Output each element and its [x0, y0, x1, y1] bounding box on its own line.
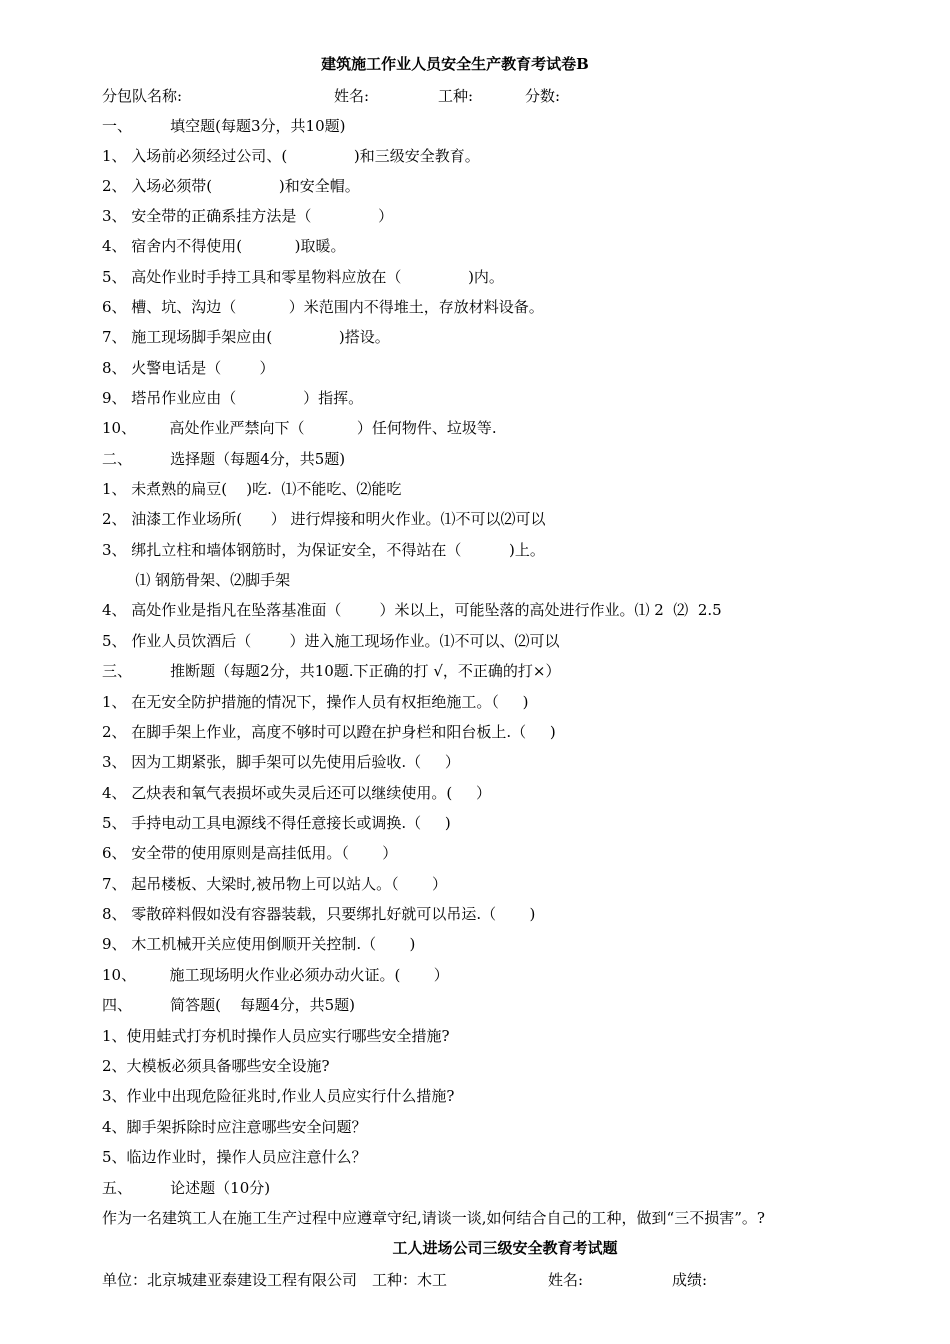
- exam2-unit: 单位：北京城建亚泰建设工程有限公司: [102, 1271, 358, 1289]
- section-heading-true-false: 三、 推断题（每题2分，共10题.下正确的打 √，不正确的打×）: [102, 662, 561, 680]
- question-item: 4、 高处作业是指凡在坠落基准面（ ）米以上，可能坠落的高处进行作业。⑴ 2 ⑵ 2.5: [102, 601, 722, 619]
- section-heading-short-answer: 四、 简答题( 每题4分，共5题): [102, 996, 356, 1014]
- exam2-title: 工人进场公司三级安全教育考试题: [392, 1239, 618, 1257]
- question-item: 3、 安全带的正确系挂方法是（ ）: [102, 207, 394, 225]
- question-item: 10、 施工现场明火作业必须办动火证。( ）: [102, 966, 449, 984]
- question-item: 9、 塔吊作业应由（ ）指挥。: [102, 389, 364, 407]
- exam2-trade: 工种：木工: [372, 1271, 448, 1289]
- question-item: 2、大模板必须具备哪些安全设施?: [102, 1057, 330, 1075]
- question-item: 4、 宿舍内不得使用( )取暖。: [102, 237, 346, 255]
- essay-question: 作为一名建筑工人在施工生产过程中应遵章守纪,请谈一谈,如何结合自己的工种，做到“三不损害”。?: [102, 1209, 765, 1227]
- section-heading-essay: 五、 论述题（10分): [102, 1179, 271, 1197]
- question-item: 5、 高处作业时手持工具和零星物料应放在（ )内。: [102, 268, 504, 286]
- trade-label: 工种:: [438, 87, 474, 105]
- question-item: 5、 作业人员饮酒后（ ）进入施工现场作业。⑴不可以、⑵可以: [102, 632, 560, 650]
- question-item: 8、 零散碎料假如没有容器装载，只要绑扎好就可以吊运.（ ): [102, 905, 536, 923]
- score-label: 分数:: [525, 87, 561, 105]
- question-item: 1、 入场前必须经过公司、( )和三级安全教育。: [102, 147, 480, 165]
- question-item: 2、 油漆工作业场所( ） 进行焊接和明火作业。⑴不可以⑵可以: [102, 510, 546, 528]
- exam-title: 建筑施工作业人员安全生产教育考试卷B: [321, 55, 589, 73]
- exam2-score-label: 成绩:: [672, 1271, 708, 1289]
- question-item: 6、 槽、坑、沟边（ ）米范围内不得堆土，存放材料设备。: [102, 298, 544, 316]
- question-item: 6、 安全带的使用原则是高挂低用。（ ）: [102, 844, 398, 862]
- question-item: 3、 因为工期紧张，脚手架可以先使用后验收.（ ）: [102, 753, 460, 771]
- question-item: 1、 在无安全防护措施的情况下，操作人员有权拒绝施工。（ ): [102, 693, 529, 711]
- section-heading-fill-in: 一、 填空题(每题3分，共10题): [102, 117, 346, 135]
- question-item: 7、 起吊楼板、大梁时,被吊物上可以站人。（ ）: [102, 875, 447, 893]
- question-item: 2、 入场必须带( )和安全帽。: [102, 177, 360, 195]
- question-item: 5、临边作业时，操作人员应注意什么？: [102, 1148, 367, 1166]
- question-item: 9、 木工机械开关应使用倒顺开关控制.（ ): [102, 935, 416, 953]
- question-item: 4、脚手架拆除时应注意哪些安全问题？: [102, 1118, 367, 1136]
- question-item: 8、 火警电话是（ ）: [102, 359, 275, 377]
- question-item: 2、 在脚手架上作业，高度不够时可以蹬在护身栏和阳台板上.（ ): [102, 723, 556, 741]
- question-item: 10、 高处作业严禁向下（ ）任何物件、垃圾等.: [102, 419, 497, 437]
- question-options: ⑴ 钢筋骨架、⑵脚手架: [102, 571, 291, 589]
- exam2-name-label: 姓名:: [548, 1271, 584, 1289]
- question-item: 7、 施工现场脚手架应由( )搭设。: [102, 328, 390, 346]
- question-item: 5、 手持电动工具电源线不得任意接长或调换.（ ): [102, 814, 451, 832]
- question-item: 3、 绑扎立柱和墙体钢筋时，为保证安全，不得站在（ )上。: [102, 541, 545, 559]
- question-item: 1、使用蛙式打夯机时操作人员应实行哪些安全措施?: [102, 1027, 450, 1045]
- name-label: 姓名:: [334, 87, 370, 105]
- section-heading-choice: 二、 选择题（每题4分，共5题): [102, 450, 346, 468]
- question-item: 1、 未煮熟的扁豆( )吃. ⑴不能吃、⑵能吃: [102, 480, 402, 498]
- question-item: 4、 乙炔表和氧气表损坏或失灵后还可以继续使用。( ）: [102, 784, 492, 802]
- question-item: 3、作业中出现危险征兆时,作业人员应实行什么措施?: [102, 1087, 455, 1105]
- subcontractor-label: 分包队名称:: [102, 87, 183, 105]
